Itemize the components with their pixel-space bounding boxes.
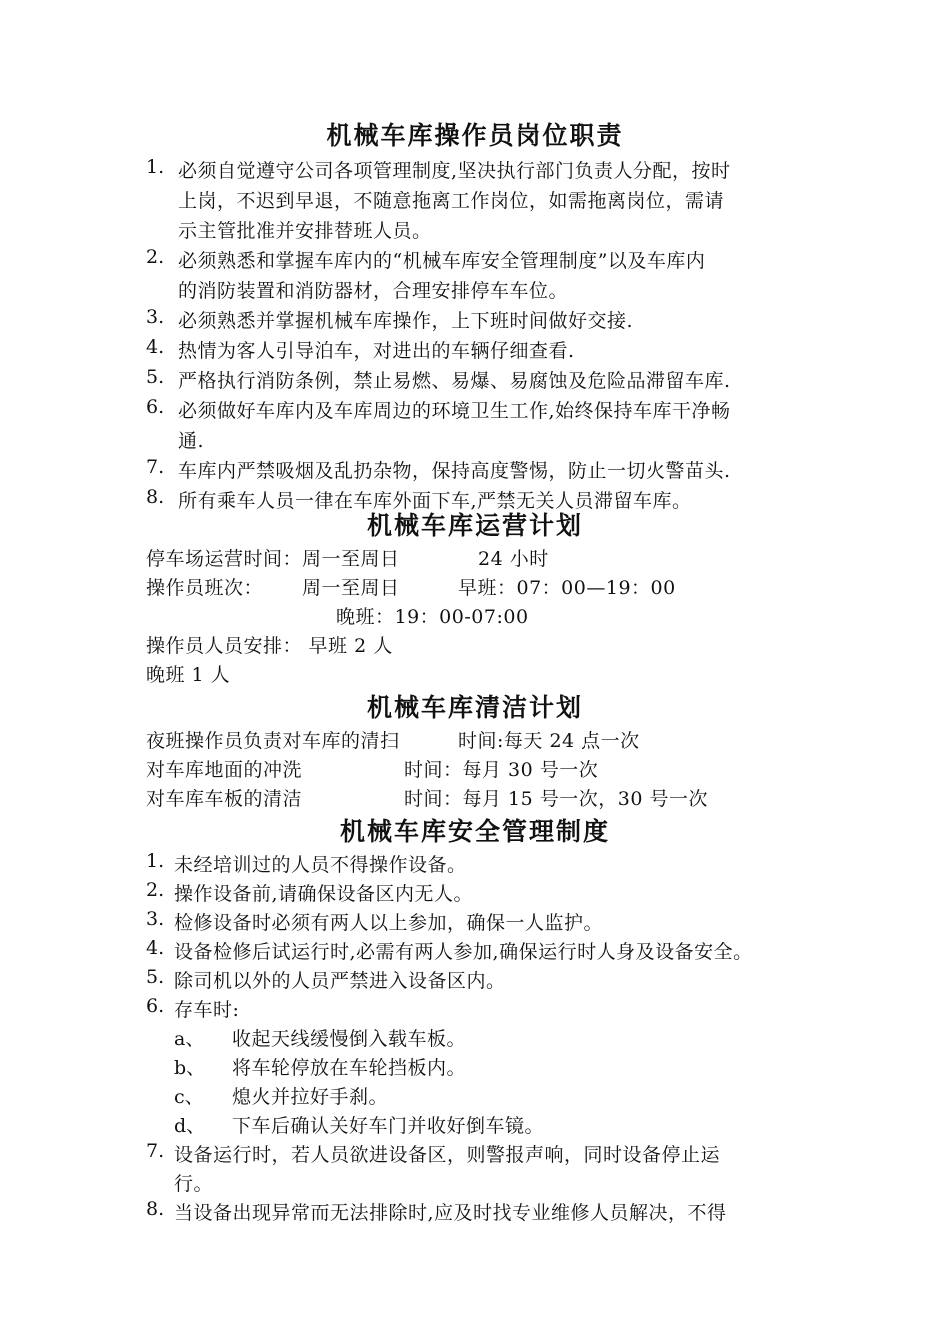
rule-text: 当设备出现异常而无法排除时,应及时找专业维修人员解决，不得 [174,1202,727,1224]
duty-text: 所有乘车人员一律在车库外面下车,严禁无关人员滞留车库。 [178,490,692,512]
duty-text: 必须做好车库内及车库周边的环境卫生工作,始终保持车库干净畅 [178,400,731,422]
duty-text: 必须自觉遵守公司各项管理制度,坚决执行部门负责人分配，按时 [178,160,731,182]
section-title-safety: 机械车库安全管理制度 [339,817,610,846]
duty-number: 3. [146,306,165,328]
duty-number: 7. [146,456,165,478]
duty-text: 通. [178,430,205,452]
cleaning-task: 夜班操作员负责对车库的清扫 [146,730,400,752]
duty-number: 1. [146,156,165,178]
duty-text: 示主管批准并安排替班人员。 [178,220,432,242]
duty-text: 车库内严禁吸烟及乱扔杂物，保持高度警惕，防止一切火警苗头. [178,460,731,482]
cleaning-task: 对车库车板的清洁 [146,788,303,810]
rule-number: 6. [146,995,165,1017]
rule-text: 存车时: [174,999,240,1021]
subitem-text: 将车轮停放在车轮挡板内。 [232,1057,467,1079]
staff-arrangement: 操作员人员安排： 早班 2 人 [146,635,393,657]
rule-number: 2. [146,879,165,901]
rule-number: 1. [146,850,165,872]
duty-number: 5. [146,366,165,388]
rule-number: 5. [146,966,165,988]
rule-text: 未经培训过的人员不得操作设备。 [174,854,467,876]
duty-number: 2. [146,246,165,268]
rule-number: 7. [146,1140,165,1162]
day-shift: 早班：07：00—19：00 [458,577,676,599]
shift-label: 操作员班次： [146,577,264,599]
operating-hours-value: 24 小时 [478,548,549,570]
duty-number: 6. [146,396,165,418]
duty-text: 必须熟悉和掌握车库内的“机械车库安全管理制度”以及车库内 [178,250,706,272]
night-shift: 晚班：19：00-07:00 [336,606,529,628]
rule-text: 检修设备时必须有两人以上参加，确保一人监护。 [174,912,604,934]
duty-text: 上岗，不迟到早退，不随意拖离工作岗位，如需拖离岗位，需请 [178,190,725,212]
section-title-duties: 机械车库操作员岗位职责 [326,121,624,150]
duty-number: 8. [146,486,165,508]
subitem-text: 收起天线缓慢倒入载车板。 [232,1028,467,1050]
subitem-mark: a、 [174,1028,205,1050]
duty-number: 4. [146,336,165,358]
rule-text: 操作设备前,请确保设备区内无人。 [174,883,474,905]
subitem-mark: c、 [174,1086,204,1108]
cleaning-time: 时间:每天 24 点一次 [458,730,640,752]
rule-number: 3. [146,908,165,930]
subitem-text: 下车后确认关好车门并收好倒车镜。 [232,1115,545,1137]
section-title-cleaning: 机械车库清洁计划 [366,693,583,722]
operating-hours-label: 停车场运营时间：周一至周日 [146,548,400,570]
rule-text: 设备检修后试运行时,必需有两人参加,确保运行时人身及设备安全。 [174,941,753,963]
subitem-mark: d、 [174,1115,206,1137]
subitem-text: 熄火并拉好手刹。 [232,1086,389,1108]
rule-text: 除司机以外的人员严禁进入设备区内。 [174,970,506,992]
shift-days: 周一至周日 [302,577,400,599]
duty-text: 必须熟悉并掌握机械车库操作，上下班时间做好交接. [178,310,634,332]
rule-text: 设备运行时，若人员欲进设备区，则警报声响，同时设备停止运 [174,1144,721,1166]
section-title-operations: 机械车库运营计划 [366,511,583,540]
rule-number: 4. [146,937,165,959]
rule-text: 行。 [174,1173,214,1195]
duty-text: 严格执行消防条例，禁止易燃、易爆、易腐蚀及危险品滞留车库. [178,370,731,392]
duty-text: 热情为客人引导泊车，对进出的车辆仔细查看. [178,340,575,362]
staff-night: 晚班 1 人 [146,664,231,686]
subitem-mark: b、 [174,1057,206,1079]
rule-number: 8. [146,1198,165,1220]
cleaning-task: 对车库地面的冲洗 [146,759,303,781]
cleaning-time: 时间：每月 15 号一次，30 号一次 [404,788,708,810]
cleaning-time: 时间：每月 30 号一次 [404,759,599,781]
duty-text: 的消防装置和消防器材，合理安排停车车位。 [178,280,569,302]
